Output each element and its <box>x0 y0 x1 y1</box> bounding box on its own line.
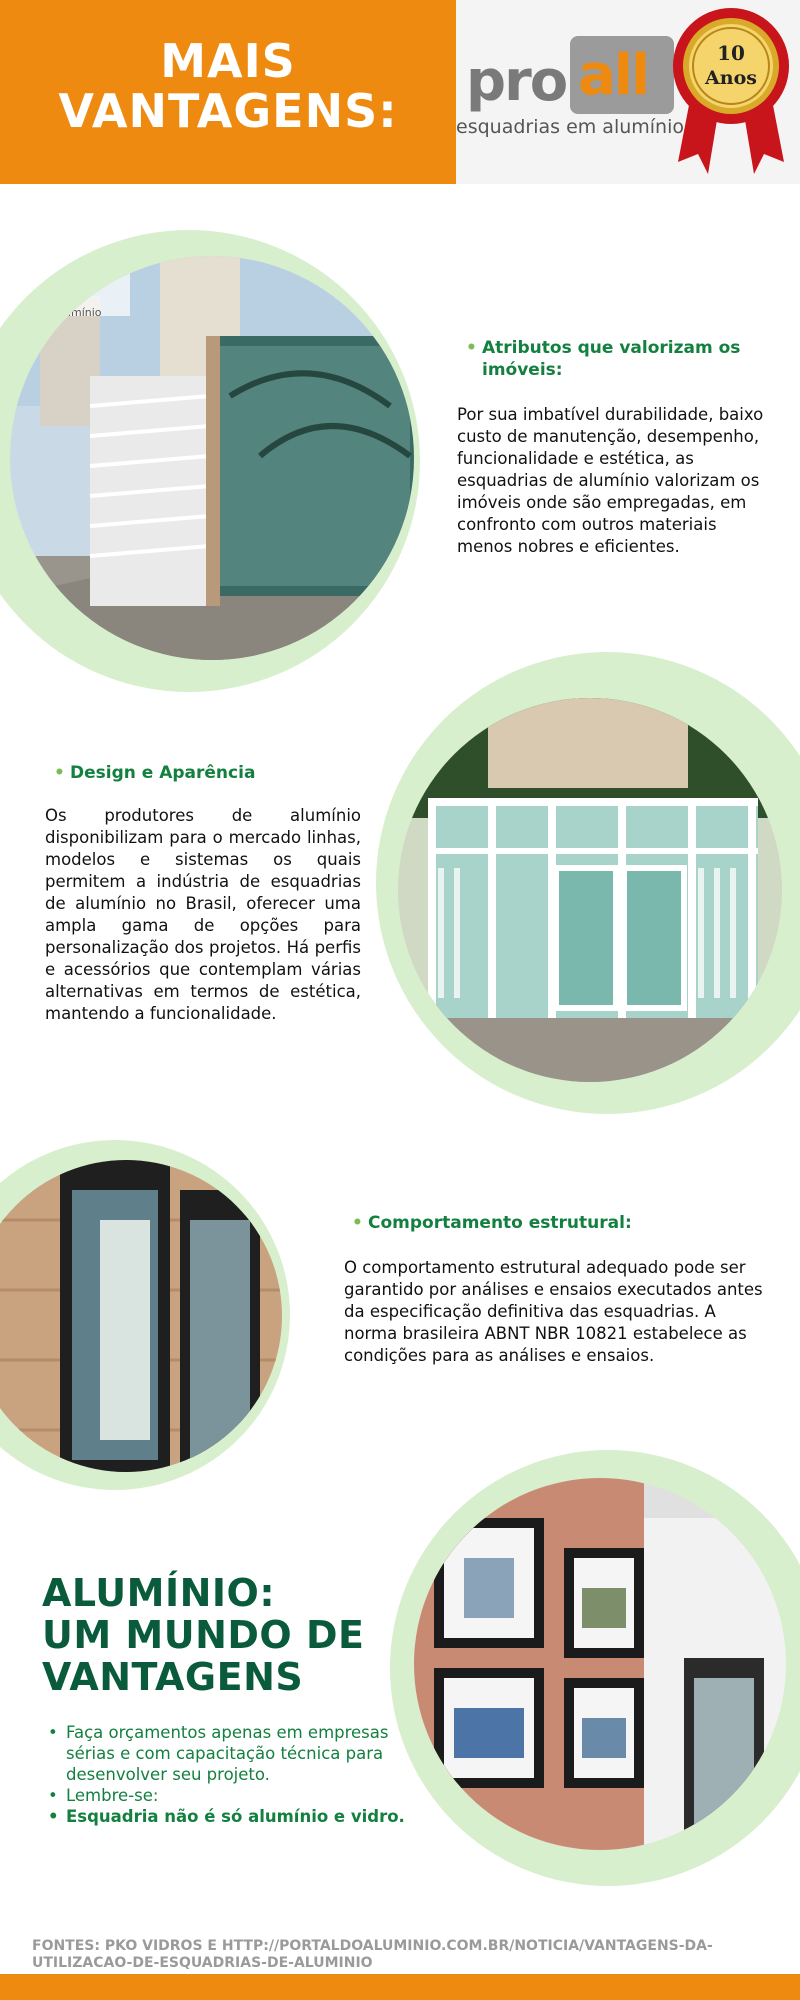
building-photo-1 <box>10 256 414 660</box>
closing-list <box>66 1722 406 1827</box>
section-text-estrutural: O comportamento estrutural adequado pode ser garantido por análises e ensaios executados antes da especificação definitiva das esquadrias. A norma brasileira ABNT NBR 10821 estabelece as condições para as análises e ensaios. <box>344 1258 763 1365</box>
badge-number: 10 <box>717 41 745 65</box>
footer-bar <box>0 1974 800 2000</box>
closing-title-line1: ALUMÍNIO: <box>42 1571 276 1615</box>
building-photo-2 <box>398 698 782 1082</box>
logo-all-box <box>570 36 674 114</box>
closing-title <box>42 1572 402 1698</box>
page-title-line1: MAIS <box>160 34 296 88</box>
logo-tagline: esquadrias em alumínio <box>456 116 684 138</box>
ten-years-badge-icon <box>668 4 794 180</box>
badge-word: Anos <box>705 67 757 89</box>
photo-caption: m alumínio <box>40 306 102 319</box>
list-item: • Esquadria não é só alumínio e vidro. <box>66 1806 406 1827</box>
page-title <box>0 36 456 136</box>
list-item: • Lembre-se: <box>66 1785 406 1806</box>
closing-title-line2: UM MUNDO DE <box>42 1613 365 1657</box>
section-text-design: Os produtores de alumínio disponibilizam para o mercado linhas, modelos e sistemas os quais permitem a indústria de esquadrias de alumínio no Brasil, oferecer uma ampla gama de opções para personalização dos projetos. Há perfis e acessórios que contemplam várias alternativas em termos de estética, mantendo a funcionalidade. <box>45 806 361 1023</box>
page-title-line2: VANTAGENS: <box>58 84 398 138</box>
logo-all-text: all <box>578 43 649 108</box>
section-title-atributos: • Atributos que valorizam os imóveis: <box>482 337 754 381</box>
footer-sources: FONTES: PKO VIDROS E HTTP://PORTALDOALUMINIO.COM.BR/NOTICIA/VANTAGENS-DA-UTILIZACAO-DE-ESQUADRIAS-DE-ALUMINIO <box>32 1938 713 1971</box>
section-title-estrutural: • Comportamento estrutural: <box>368 1212 668 1234</box>
logo-pro-text: pro <box>466 49 567 114</box>
section-text-atributos: Por sua imbatível durabilidade, baixo custo de manutenção, desempenho, funcionalidade e estética, as esquadrias de alumínio valorizam os imóveis onde são empregadas, em confronto com outros materiais menos nobres e eficientes. <box>457 405 764 556</box>
interior-photo <box>414 1478 786 1850</box>
section-title-design: • Design e Aparência <box>70 762 330 784</box>
closing-title-line3: VANTAGENS <box>42 1655 304 1699</box>
list-item: • Faça orçamentos apenas em empresas sérias e com capacitação técnica para desenvolver seu projeto. <box>66 1722 406 1785</box>
